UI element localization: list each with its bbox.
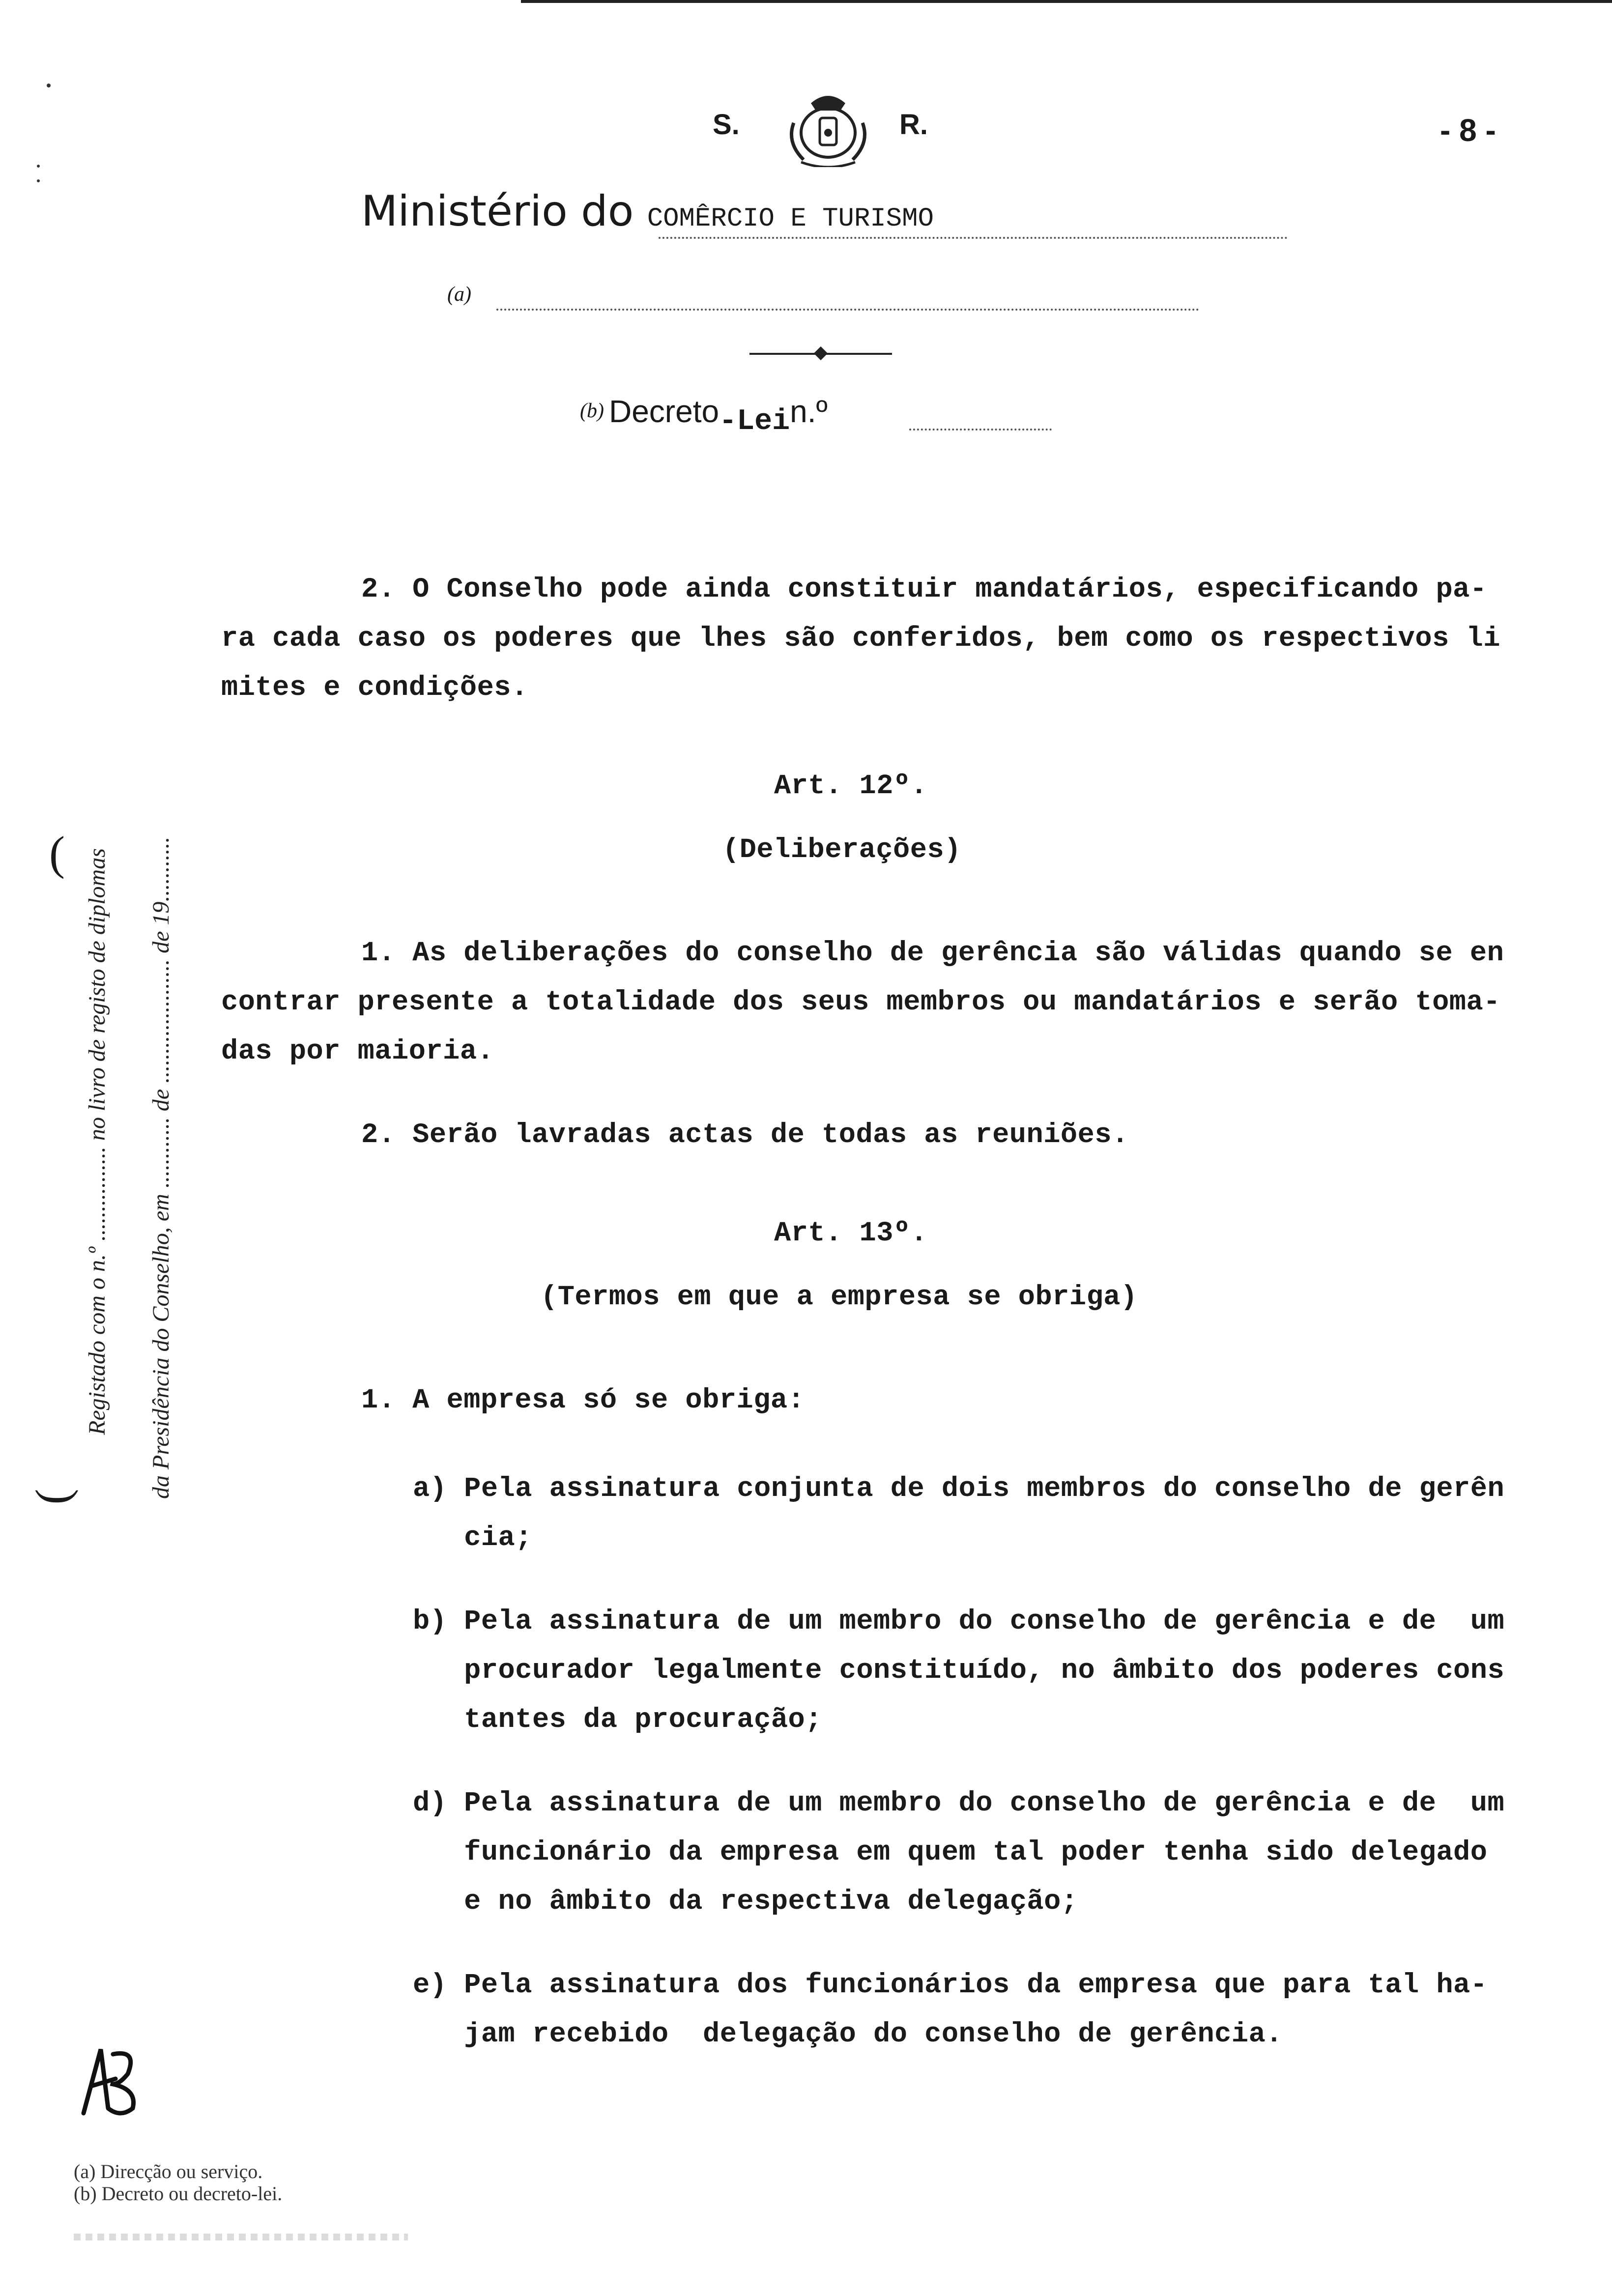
item-e-line: jam recebido delegação do conselho de gerência. (413, 2019, 1283, 2050)
item-d-line: funcionário da empresa em quem tal poder tenha sido delegado (413, 1837, 1488, 1868)
page-number: - 8 - (1440, 113, 1496, 148)
divider-diamond-icon (814, 346, 828, 360)
decreto-lei: -Lei (719, 405, 790, 438)
para-1-line: 2. O Conselho pode ainda constituir mandatários, especificando pa- (361, 574, 1487, 605)
initials-signature-icon (74, 2039, 143, 2118)
art12-title: Art. 12º. (774, 771, 928, 802)
coat-of-arms-icon (781, 88, 875, 167)
header-left-letter: S. (713, 109, 740, 141)
label-b: (b) (580, 400, 604, 422)
item-b-line: procurador legalmente constituído, no âmbito dos poderes cons (413, 1655, 1505, 1687)
art12-para-line: contrar presente a totalidade dos seus membros ou mandatários e serão toma- (221, 987, 1500, 1018)
para-1-line: mites e condições. (221, 672, 528, 704)
item-e-line: e) Pela assinatura dos funcionários da empresa que para tal ha- (413, 1970, 1488, 2001)
para-1-line: ra cada caso os poderes que lhes são conferidos, bem como os respectivos li (221, 623, 1500, 655)
decreto-dotted-line (909, 429, 1052, 430)
ministry-prefix: Ministério do (361, 187, 634, 236)
footnote-a: (a) Direcção ou serviço. (74, 2160, 263, 2182)
label-a: (a) (447, 283, 471, 306)
art13-intro: 1. A empresa só se obriga: (361, 1385, 805, 1416)
header-right-letter: R. (899, 109, 928, 141)
art12-para-line: das por maioria. (221, 1036, 494, 1067)
register-note-line2: da Presidência do Conselho, em ............ de ..................... de 19........... (148, 836, 174, 1499)
sidebar-paren-bottom: ( (26, 1489, 79, 1505)
speck (37, 165, 40, 168)
item-a-line: a) Pela assinatura conjunta de dois membros do conselho de gerên (413, 1473, 1505, 1505)
art12-para-2: 2. Serão lavradas actas de todas as reuniões. (361, 1119, 1129, 1151)
decreto-text: Decreto (608, 394, 720, 429)
art13-subtitle: (Termos em que a empresa se obriga) (541, 1282, 1138, 1313)
decreto-suffix: n.º (790, 394, 828, 429)
speck (47, 84, 51, 87)
ministry-heading (361, 187, 934, 236)
top-rule (521, 0, 1612, 3)
footnote-b: (b) Decreto ou decreto-lei. (74, 2182, 283, 2205)
sidebar-paren-top: ( (49, 827, 65, 879)
faint-print-mark (74, 2234, 408, 2240)
ministry-name: COMÊRCIO E TURISMO (647, 204, 934, 234)
service-dotted-line (496, 309, 1199, 311)
art12-subtitle: (Deliberações) (722, 834, 961, 866)
art13-title: Art. 13º. (774, 1218, 928, 1249)
item-d-line: e no âmbito da respectiva delegação; (413, 1886, 1078, 1918)
decreto-line (580, 393, 828, 438)
item-b-line: b) Pela assinatura de um membro do conselho de gerência e de um (413, 1606, 1505, 1637)
item-b-line: tantes da procuração; (413, 1704, 822, 1736)
register-note-line1: Registado com o n.º ................ no livro de registo de diplomas (84, 848, 110, 1435)
ministry-dotted-line (659, 237, 1288, 239)
item-d-line: d) Pela assinatura de um membro do conselho de gerência e de um (413, 1788, 1505, 1819)
art12-para-line: 1. As deliberações do conselho de gerência são válidas quando se en (361, 938, 1504, 969)
item-a-line: cia; (413, 1522, 532, 1554)
speck (37, 179, 40, 182)
